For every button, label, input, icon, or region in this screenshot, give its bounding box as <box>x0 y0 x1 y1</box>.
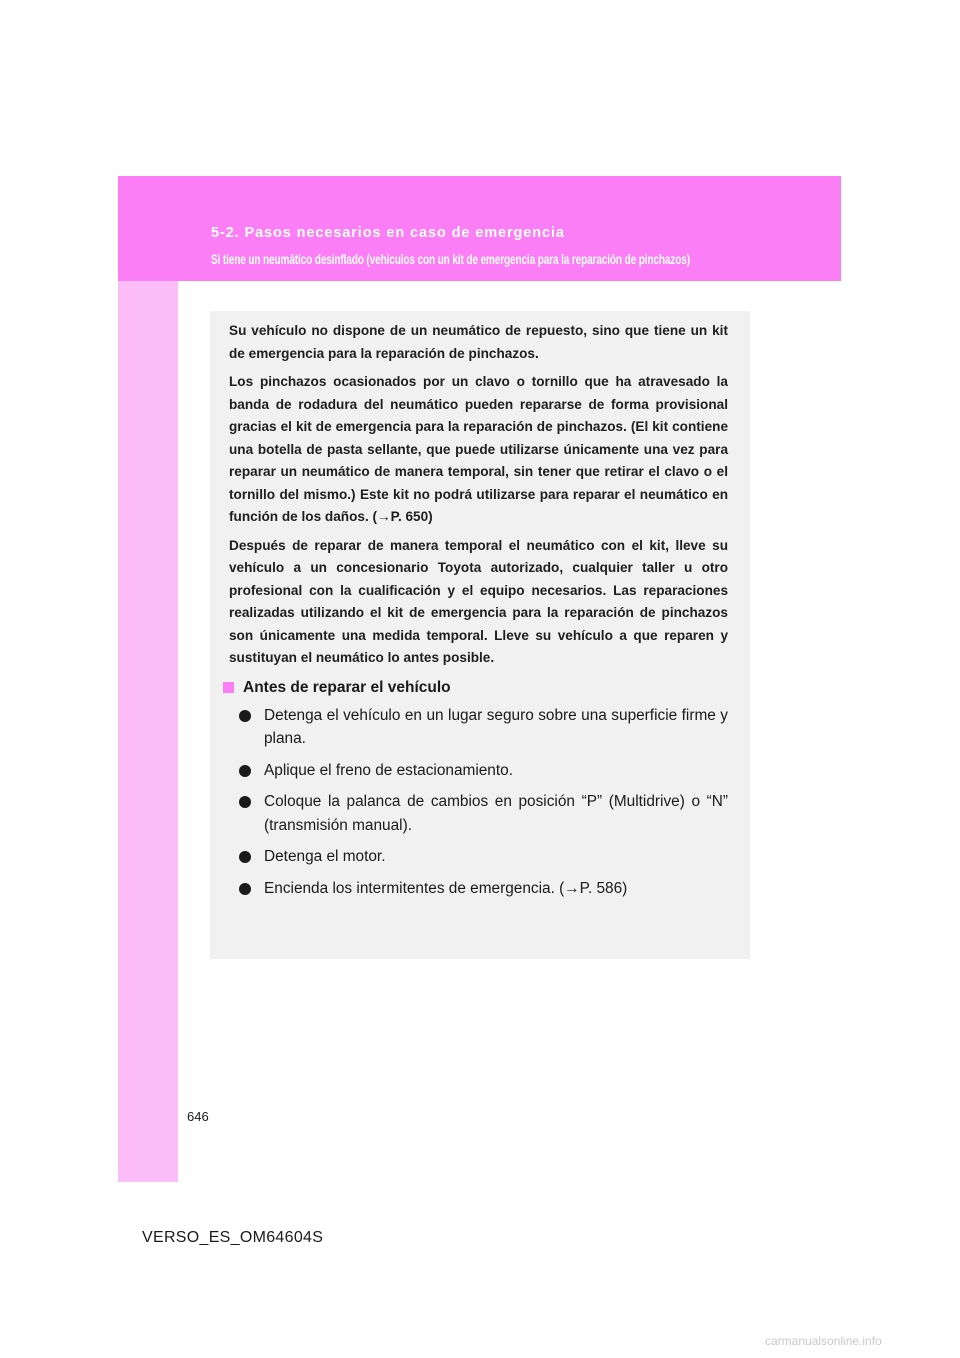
section-subtitle: Si tiene un neumático desinflado (vehículos con un kit de emergencia para la reparación de pinchazos) <box>211 251 690 267</box>
page-number: 646 <box>187 1109 209 1124</box>
bullet-icon <box>239 796 251 808</box>
pink-square-icon <box>223 682 234 693</box>
sub-heading <box>223 676 728 700</box>
list-item <box>229 877 728 901</box>
list-item <box>229 759 728 783</box>
intro-paragraph-1: Su vehículo no dispone de un neumático de repuesto, sino que tiene un kit de emergencia para la reparación de pinchazos. <box>229 323 728 361</box>
intro-paragraph-3: Después de reparar de manera temporal el neumático con el kit, lleve su vehículo a un concesionario Toyota autorizado, cualquier taller u otro profesional con la cualificación y el equipo necesarios. Las reparaciones realizadas utilizando el kit de emergencia para la reparación de pinchazos son únicamente una medida temporal. Lleve su vehículo a que reparen y sustituyan el neumático lo antes posible. <box>229 537 728 665</box>
watermark: carmanualsonline.info <box>765 1334 882 1348</box>
page-reference-link[interactable]: P. 650) <box>390 509 433 524</box>
section-title: 5-2. Pasos necesarios en caso de emergencia <box>211 225 565 241</box>
list-item-text: Encienda los intermitentes de emergencia. (→P. 586) <box>264 879 628 897</box>
list-item <box>229 704 728 751</box>
intro-paragraph-2 <box>229 371 728 529</box>
content-box <box>210 311 750 959</box>
bullet-icon <box>239 851 251 863</box>
bullet-icon <box>239 765 251 777</box>
list-item-text: Detenga el motor. <box>264 848 386 865</box>
document-code: VERSO_ES_OM64604S <box>142 1229 324 1246</box>
reference-arrow-icon: → <box>377 509 391 524</box>
intro-paragraph-2-text: Los pinchazos ocasionados por un clavo o tornillo que ha atravesado la banda de rodadura del neumático pueden repararse de forma provisional gracias el kit de emergencia para la reparación de pinchazos. (El kit contiene una botella de pasta sellante, que puede utilizarse únicamente una vez para reparar un neumático de manera temporal, sin tener que retirar el clavo o el tornillo del mismo.) Este kit no podrá utilizarse para reparar el neumático en función de los daños. ( <box>229 374 728 524</box>
list-item-text: Coloque la palanca de cambios en posición “P” (Multidrive) o “N” (transmisión manual). <box>264 793 728 834</box>
bullet-icon <box>239 883 251 895</box>
list-item-text: Detenga el vehículo en un lugar seguro sobre una superficie firme y plana. <box>264 706 728 747</box>
side-band <box>118 176 178 1182</box>
sub-heading-label: Antes de reparar el vehículo <box>243 678 451 696</box>
bullet-list <box>229 704 728 901</box>
bullet-icon <box>239 710 251 722</box>
list-item <box>229 845 728 869</box>
list-item-text: Aplique el freno de estacionamiento. <box>264 761 513 779</box>
list-item <box>229 790 728 837</box>
